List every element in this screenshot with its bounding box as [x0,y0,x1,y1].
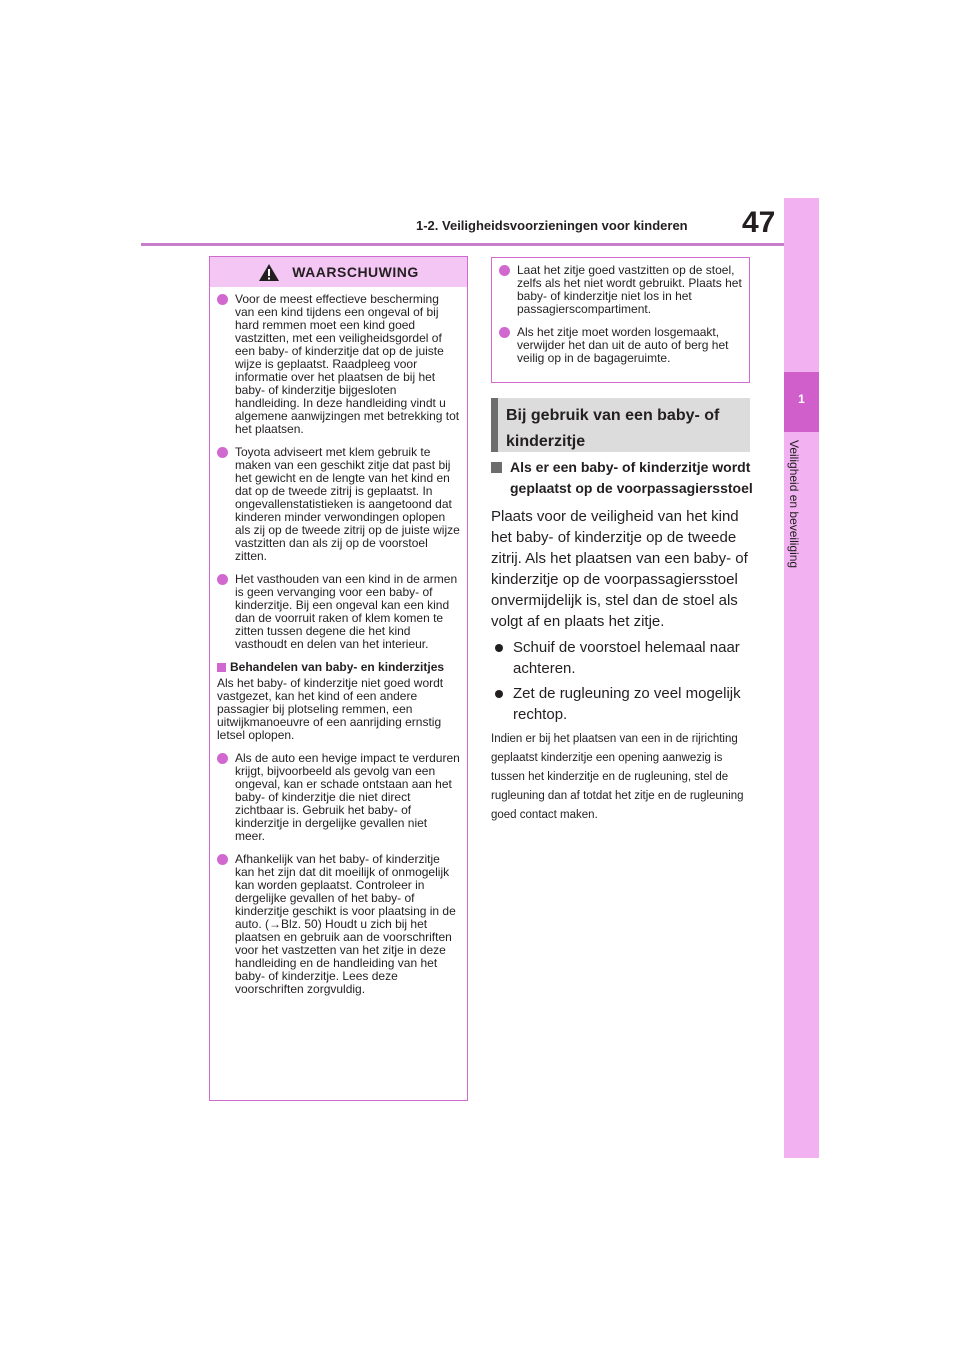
bullet-dot-icon [217,854,228,865]
main-bullet: Zet de rugleuning zo veel mogelijk rechtop. [491,683,753,725]
warning-bullet: Het vasthouden van een kind in de armen is geen vervanging voor een baby- of kinderzitje. Bij een ongeval kan een kind dan de voorruit raken of klem komen te zitten tussen degene die het kind vasthoudt en delen van het interieur. [217,573,460,651]
bullet-dot-icon [217,574,228,585]
warning-bullet: Afhankelijk van het baby- of kinderzitje kan het zijn dat dit moeilijk of onmogelijk kan worden geplaatst. Controleer in dergelijke gevallen of het baby- of kinderzitje geschikt is voor plaatsing in de auto. (→Blz. 50) Houdt u zich bij het plaatsen en gebruik aan de voorschriften voor het vastzetten van het zitje in deze handleiding en de handleiding van het baby- of kinderzitje. Lees deze voorschriften zorgvuldig. [217,853,460,996]
warning-title: WAARSCHUWING [292,264,419,280]
main-paragraph: Plaats voor de veiligheid van het kind het baby- of kinderzitje op de tweede zitrij. Als het plaatsen van een baby- of kinderzitje op de voorpassagiersstoel onvermijdelijk is, stel dan de stoel als volgt af en plaats het zitje. [491,508,748,630]
warning-bullet: Voor de meest effectieve bescherming van een kind tijdens een ongeval of bij hard remmen moet een kind goed vastzitten, met een veiligheidsgordel of een baby- of kinderzitje dat op de juiste wijze is geplaatst. Raadpleeg voor informatie over het plaatsen de bij het baby- of kinderzitje bijgesloten handleiding. In deze handleiding vindt u algemene aanwijzingen met betrekking tot het plaatsen. [217,293,460,436]
main-content [491,457,753,825]
chapter-number: 1 [798,392,805,406]
main-note: Indien er bij het plaatsen van een in de rijrichting geplaatst kinderzitje een opening aanwezig is tussen het kinderzitje en de rugleuning, stel de rugleuning dan af totdat het zitje en de rugleuning goed contact maken. [491,733,744,821]
page-number: 47 [742,206,776,239]
warning-box [209,256,468,1101]
warning-bullet: Als het zitje moet worden losgemaakt, verwijder het dan uit de auto of berg het veilig op in de bagageruimte. [499,326,742,365]
main-subheading: Als er een baby- of kinderzitje wordt geplaatst op de voorpassagiersstoel [491,457,753,499]
bullet-dot-icon [499,327,510,338]
chapter-side-tab [784,198,819,1158]
main-bullet: Schuif de voorstoel helemaal naar achteren. [491,637,753,679]
bullet-dot-icon [217,447,228,458]
bullet-dot-icon [217,294,228,305]
warning-paragraph: Als het baby- of kinderzitje niet goed wordt vastgezet, kan het kind of een andere passagier bij plotseling remmen, een uitwijkmanoeuvre of een aanrijding ernstig letsel oplopen. [217,676,444,742]
section-title: 1-2. Veiligheidsvoorzieningen voor kinderen [416,218,688,233]
section-heading: Bij gebruik van een baby- of kinderzitje [491,398,750,452]
warning-bullet: Als de auto een hevige impact te verduren krijgt, bijvoorbeeld als gevolg van een ongeval, kan er schade ontstaan aan het baby- of kinderzitje die niet direct zichtbaar is. Gebruik het baby- of kinderzitje in dergelijke gevallen niet meer. [217,752,460,843]
header-divider [141,243,790,246]
warning-bullet: Laat het zitje goed vastzitten op de stoel, zelfs als het niet wordt gebruikt. Plaats het baby- of kinderzitje niet los in het passagierscompartiment. [499,264,742,316]
continued-warning-box [491,257,750,383]
warning-subheading: Behandelen van baby- en kinderzitjes [217,661,460,674]
bullet-dot-icon [495,690,503,698]
bullet-dot-icon [499,265,510,276]
square-bullet-icon [217,663,226,672]
bullet-dot-icon [217,753,228,764]
warning-header [210,257,467,287]
warning-triangle-icon [258,263,280,282]
chapter-label: Veiligheid en beveiliging [787,440,801,569]
warning-bullet: Toyota adviseert met klem gebruik te maken van een geschikt zitje dat past bij het gewicht en de lengte van het kind en dat op de tweede zitrij is geplaatst. In ongevallenstatistieken is aangetoond dat kinderen minder verwondingen oplopen als zij op de tweede zitrij op de juiste wijze vastzitten dan als zij op de voorstoel zitten. [217,446,460,563]
square-bullet-icon [491,462,502,473]
bullet-dot-icon [495,644,503,652]
